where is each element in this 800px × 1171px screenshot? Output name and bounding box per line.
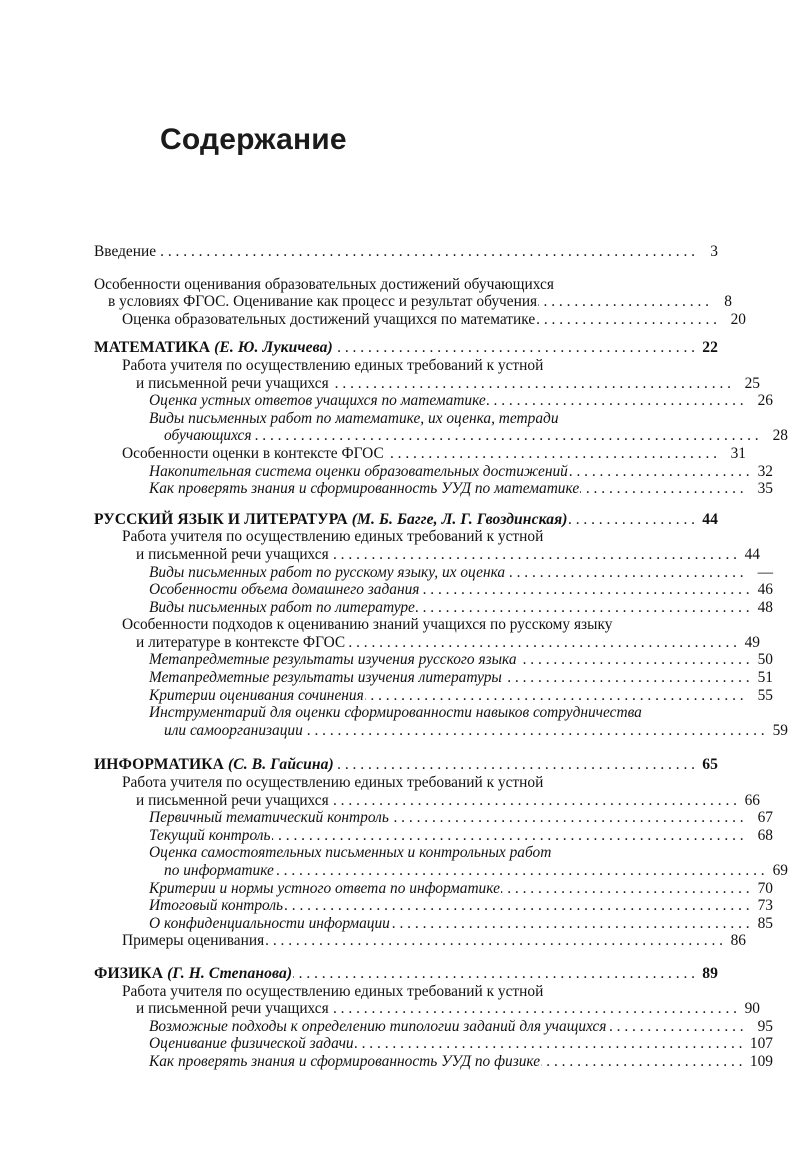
dot-leader xyxy=(330,377,731,392)
toc-page-number: 44 xyxy=(702,510,718,528)
toc-entry-line: Виды письменных работ по математике, их оценка, тетради xyxy=(149,409,559,427)
toc-page-number: 69 xyxy=(772,862,788,879)
toc-entry[interactable] xyxy=(149,392,773,410)
toc-entry-label: обучающихся xyxy=(164,427,252,445)
toc-entry[interactable] xyxy=(149,480,773,498)
toc-entry-author: (С. В. Гайсина) xyxy=(228,756,334,774)
toc-entry[interactable] xyxy=(122,932,746,950)
toc-entry-label: Как проверять знания и сформированность УУД по математике xyxy=(149,480,580,498)
toc-entry-line: Работа учителя по осуществлению единых требований к устной xyxy=(122,528,544,546)
dot-leader xyxy=(335,759,695,774)
toc-page-number: 66 xyxy=(744,791,760,809)
toc-page-number: 3 xyxy=(710,243,718,260)
dot-leader xyxy=(334,342,695,357)
dot-leader xyxy=(580,482,744,497)
toc-page-number: — xyxy=(757,563,773,581)
section-spacer xyxy=(94,261,718,276)
toc-page-number: 50 xyxy=(757,651,773,669)
toc-entry-label xyxy=(94,756,334,774)
toc-page-number: 95 xyxy=(757,1017,773,1035)
dot-leader xyxy=(293,967,695,982)
dot-leader xyxy=(518,654,750,669)
dot-leader xyxy=(330,1002,737,1017)
toc-page-number: 28 xyxy=(772,427,788,445)
toc-entry[interactable] xyxy=(136,546,760,564)
dot-leader xyxy=(346,636,737,651)
dot-leader xyxy=(157,245,695,260)
toc-page-number: 65 xyxy=(702,756,718,774)
dot-leader xyxy=(330,794,737,809)
toc-entry[interactable] xyxy=(149,809,773,827)
toc-page-number: 25 xyxy=(744,374,760,392)
dot-leader xyxy=(390,811,744,826)
dot-leader xyxy=(506,566,744,581)
toc-page-number: 86 xyxy=(730,932,746,950)
section-spacer xyxy=(94,498,718,511)
toc-page-number: 48 xyxy=(757,598,773,616)
toc-entry-line: Работа учителя по осуществлению единых требований к устной xyxy=(122,982,544,1000)
dot-leader xyxy=(607,1020,744,1035)
toc-entry[interactable] xyxy=(136,792,760,810)
toc-page-number: 70 xyxy=(757,879,773,897)
toc-entry-label xyxy=(94,511,568,529)
toc-page-number: 59 xyxy=(772,721,788,739)
toc-entry-label: и письменной речи учащихся xyxy=(136,374,329,392)
dot-leader xyxy=(536,313,717,328)
toc-entry[interactable] xyxy=(149,897,773,915)
toc-entry-label: Метапредметные результаты изучения литературы xyxy=(149,669,502,687)
toc-entry-line: Особенности оценивания образовательных достижений обучающихся xyxy=(94,275,554,293)
toc-entry-label xyxy=(94,965,292,983)
dot-leader xyxy=(265,935,723,950)
toc-entry[interactable] xyxy=(149,880,773,898)
toc-entry[interactable] xyxy=(149,599,773,617)
toc-entry-label: Оценка устных ответов учащихся по математике xyxy=(149,392,486,410)
toc-entry[interactable] xyxy=(94,243,718,261)
toc-entry[interactable] xyxy=(136,375,760,393)
dot-leader xyxy=(253,430,760,445)
toc-entry[interactable] xyxy=(149,463,773,481)
toc-entry-line: Оценка самостоятельных письменных и контрольных работ xyxy=(149,844,552,862)
toc-entry[interactable] xyxy=(164,862,788,880)
dot-leader xyxy=(503,671,750,686)
toc-entry[interactable] xyxy=(164,427,788,445)
toc-entry[interactable] xyxy=(149,827,773,845)
toc-entry-label: Введение xyxy=(94,243,157,260)
toc-entry-label: по информатике xyxy=(164,862,274,879)
toc-page-number: 35 xyxy=(757,480,773,498)
toc-entry-label: О конфиденциальности информации xyxy=(149,914,390,932)
toc-entry-line: Работа учителя по осуществлению единых требований к устной xyxy=(122,774,544,792)
toc-entry-label: в условиях ФГОС. Оценивание как процесс и результат обучения xyxy=(108,293,538,311)
section-spacer xyxy=(94,950,718,965)
toc-entry-label: Примеры оценивания xyxy=(122,932,265,950)
dot-leader xyxy=(487,394,744,409)
toc-entry-label: Метапредметные результаты изучения русского языка xyxy=(149,651,517,669)
toc-entry[interactable] xyxy=(149,669,773,687)
toc-entry-label: Оценивание физической задачи xyxy=(149,1035,354,1053)
toc-entry-author: (М. Б. Багге, Л. Г. Гвоздинская) xyxy=(351,510,568,528)
section-spacer xyxy=(94,328,718,339)
toc-page-number: 55 xyxy=(757,686,773,704)
dot-leader xyxy=(569,513,695,528)
toc-page-number: 90 xyxy=(744,1000,760,1018)
dot-leader xyxy=(330,548,737,563)
toc-entry-title: МАТЕМАТИКА xyxy=(94,339,215,357)
toc-entry-label: Критерии и нормы устного ответа по информатике xyxy=(149,879,500,897)
dot-leader xyxy=(538,295,709,310)
toc-page-number: 107 xyxy=(749,1035,773,1053)
toc-entry-label xyxy=(94,339,333,357)
toc-entry[interactable] xyxy=(149,687,773,705)
toc-page-number: 51 xyxy=(757,669,773,687)
dot-leader xyxy=(391,917,750,932)
toc-page-number: 26 xyxy=(757,392,773,410)
toc-entry[interactable] xyxy=(122,445,746,463)
toc-entry-label: Возможные подходы к определению типологии заданий для учащихся xyxy=(149,1017,607,1035)
toc-page-number: 109 xyxy=(749,1052,773,1070)
toc-entry[interactable] xyxy=(122,311,746,329)
section-spacer xyxy=(94,739,718,756)
toc-entry-label: и письменной речи учащихся xyxy=(136,545,329,563)
toc-entry[interactable] xyxy=(149,1053,773,1071)
toc-entry-label: Итоговый контроль xyxy=(149,897,284,915)
toc-entry[interactable] xyxy=(164,722,788,740)
dot-leader xyxy=(501,882,750,897)
toc-entry[interactable] xyxy=(149,915,773,933)
toc-page-number: 22 xyxy=(702,339,718,357)
toc-page-number: 46 xyxy=(757,581,773,599)
toc-entry[interactable] xyxy=(136,1000,760,1018)
toc-entry[interactable] xyxy=(136,634,760,652)
toc-page-number: 85 xyxy=(757,914,773,932)
toc-entry-label: Особенности объема домашнего задания xyxy=(149,581,420,599)
toc-entry-label: Оценка образовательных достижений учащихся по математике xyxy=(122,310,536,328)
toc-entry[interactable] xyxy=(94,965,718,983)
toc-entry[interactable] xyxy=(94,339,718,357)
dot-leader xyxy=(272,829,744,844)
toc-entry-label: или самоорганизации xyxy=(164,721,303,739)
toc-entry[interactable] xyxy=(108,293,732,311)
toc-page-number: 89 xyxy=(702,964,718,982)
toc-page-number: 73 xyxy=(757,897,773,915)
toc-entry[interactable] xyxy=(94,756,718,774)
toc-entry-label: и письменной речи учащихся xyxy=(136,791,329,809)
toc-entry-line: Работа учителя по осуществлению единых требований к устной xyxy=(122,356,544,374)
dot-leader xyxy=(416,601,750,616)
toc-page-number: 67 xyxy=(757,809,773,827)
toc-entry-label: Накопительная система оценки образовательных достижений xyxy=(149,462,568,480)
toc-entry-title: РУССКИЙ ЯЗЫК И ЛИТЕРАТУРА xyxy=(94,510,352,528)
dot-leader xyxy=(385,447,717,462)
dot-leader xyxy=(284,899,750,914)
toc-entry[interactable] xyxy=(94,511,718,529)
dot-leader xyxy=(304,724,765,739)
toc-entry-author: (Е. Ю. Лукичева) xyxy=(214,339,333,357)
toc-entry-label: Виды письменных работ по русскому языку, их оценка xyxy=(149,563,506,581)
toc-entry[interactable] xyxy=(149,1018,773,1036)
dot-leader xyxy=(541,1055,743,1070)
dot-leader xyxy=(569,465,750,480)
toc-entry-line: Особенности подходов к оцениванию знаний учащихся по русскому языку xyxy=(122,616,613,634)
dot-leader xyxy=(420,583,750,598)
toc-page-number: 20 xyxy=(730,310,746,328)
toc-entry[interactable] xyxy=(149,651,773,669)
toc-entry[interactable] xyxy=(149,564,773,582)
toc-entry-label: Текущий контроль xyxy=(149,826,271,844)
toc-list xyxy=(94,243,788,1071)
dot-leader xyxy=(365,689,744,704)
dot-leader xyxy=(275,864,765,879)
toc-page-number: 49 xyxy=(744,633,760,651)
toc-page-number: 32 xyxy=(757,462,773,480)
toc-entry-title: ФИЗИКА xyxy=(94,964,168,982)
page-title: Содержание xyxy=(160,123,347,156)
toc-page-number: 31 xyxy=(730,444,746,462)
toc-entry-line: Инструментарий для оценки сформированности навыков сотрудничества xyxy=(149,704,642,722)
toc-entry-label: Как проверять знания и сформированность УУД по физике xyxy=(149,1052,541,1070)
toc-entry-label: Особенности оценки в контексте ФГОС xyxy=(122,444,384,462)
toc-page-number: 68 xyxy=(757,826,773,844)
toc-entry-label: и письменной речи учащихся xyxy=(136,1000,329,1018)
toc-page-number: 44 xyxy=(744,545,760,563)
toc-entry-label: и литературе в контексте ФГОС xyxy=(136,633,346,651)
toc-entry[interactable] xyxy=(149,1035,773,1053)
toc-entry-author: (Г. Н. Степанова) xyxy=(167,964,293,982)
dot-leader xyxy=(355,1038,743,1053)
toc-page-number: 8 xyxy=(724,293,732,311)
toc-entry-label: Виды письменных работ по литературе xyxy=(149,598,415,616)
toc-entry[interactable] xyxy=(149,581,773,599)
toc-entry-label: Первичный тематический контроль xyxy=(149,809,389,827)
toc-entry-title: ИНФОРМАТИКА xyxy=(94,756,229,774)
toc-entry-label: Критерии оценивания сочинения xyxy=(149,686,364,704)
